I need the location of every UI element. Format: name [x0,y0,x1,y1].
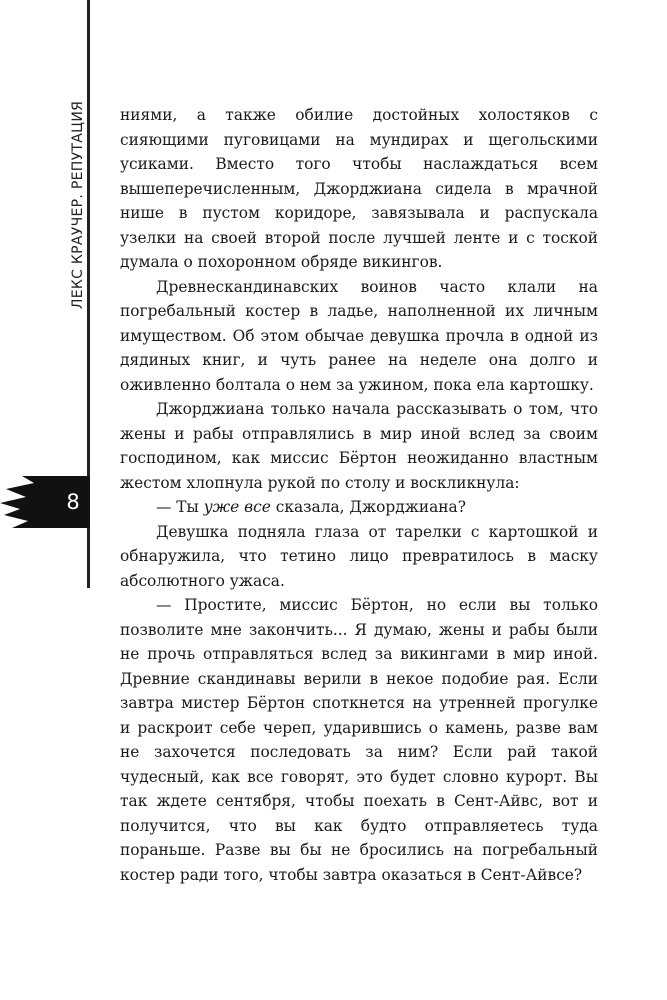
paragraph-1: ниями, а также обилие достойных холостяков с сияющими пуговицами на мундирах и щегольскими усиками. Вместо того чтобы наслаждаться всем вышеперечисленным, Джорджиана сидела в мрачной нише в пустом коридоре, завязывала и распускала узелки на своей второй после лучшей ленте и с тоской думала о похоронном обряде викингов. [120,106,598,271]
paragraph-3: Джорджиана только начала рассказывать о том, что жены и рабы отправлялись в мир иной вслед за своим господином, как миссис Бёртон неожиданно властным жестом хлопнула рукой по столу и воскликнула: [120,400,598,492]
running-head: ЛЕКС КРАУЧЕР. РЕПУТАЦИЯ [70,100,86,310]
dialogue-start: — Ты [156,498,204,516]
paragraph-4-dialogue [120,495,598,520]
paragraph-2: Древнескандинавских воинов часто клали на погребальный костер в ладье, наполненной их личным имуществом. Об этом обычае девушка прочла в одной из дядиных книг, и чуть ранее на неделе она долго и оживленно болтала о нем за ужином, пока ела картошку. [120,277,598,394]
paragraph-5: Девушка подняла глаза от тарелки с картошкой и обнаружила, что тетино лицо превратилось в маску абсолютного ужаса. [120,522,598,590]
paragraph-6: — Простите, миссис Бёртон, но если вы только позволите мне закончить... Я думаю, жены и рабы были не прочь отправляться вслед за викингами в мир иной. Древние скандинавы верили в некое подобие рая. Если завтра мистер Бёртон споткнется на утренней прогулке и раскроит себе череп, ударившись о камень, разве вам не захочется последовать за ним? Если рай такой чудесный, как все говорят, это будет словно курорт. Вы так ждете сентября, чтобы поехать в Сент-Айвс, вот и получится, что вы как будто отправляетесь туда пораньше. Разве вы бы не бросились на погребальный костер ради того, чтобы завтра оказаться в Сент-Айвсе? [120,596,598,884]
dialogue-end: сказала, Джорджиана? [270,498,466,516]
page-number: 8 [66,490,80,514]
emphasized-words: уже все [203,498,271,516]
body-text [120,103,598,887]
